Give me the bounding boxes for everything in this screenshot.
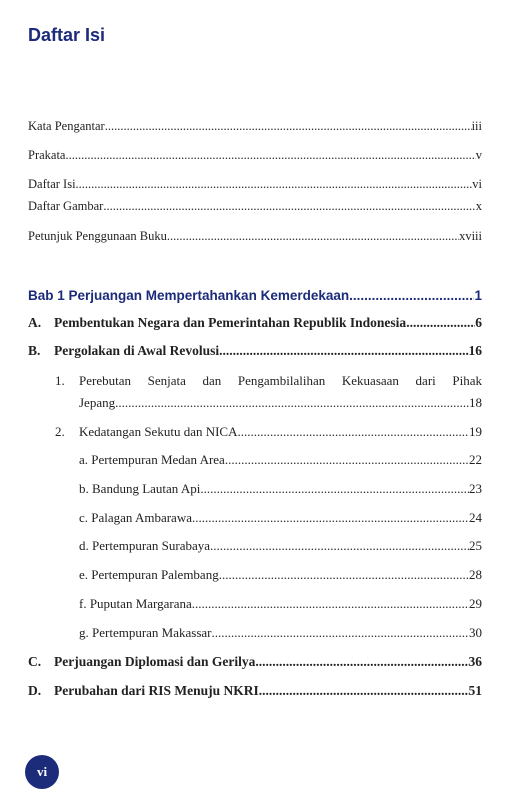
toc-entry-label: Daftar Isi — [28, 177, 76, 191]
toc-section-heading — [28, 343, 219, 359]
toc-section-label: Pergolakan di Awal Revolusi — [54, 343, 220, 358]
dot-leader — [238, 424, 470, 440]
toc-item-label: c. Palagan Ambarawa — [79, 510, 192, 525]
toc-entry-page: xviii — [459, 229, 482, 243]
toc-entry-daftar-gambar[interactable] — [28, 198, 482, 214]
toc-subsection-2[interactable] — [55, 424, 482, 440]
toc-item-d[interactable] — [79, 538, 482, 554]
toc-entry-label: Daftar Gambar — [28, 199, 104, 213]
dot-leader — [212, 625, 470, 641]
section-marker: C. — [28, 654, 42, 669]
toc-item-g[interactable] — [79, 625, 482, 641]
dot-leader — [406, 315, 475, 331]
toc-item-label: a. Pertempuran Medan Area — [79, 452, 225, 467]
toc-subsection-label: Kedatangan Sekutu dan NICA — [79, 424, 238, 439]
toc-entry-label: Petunjuk Penggunaan Buku — [28, 229, 167, 243]
toc-subsection-heading — [55, 424, 238, 440]
subsection-marker: 2. — [55, 424, 65, 439]
toc-item-page: 24 — [469, 510, 482, 525]
toc-subsection-line2 — [55, 392, 482, 414]
page-title: Daftar Isi — [28, 25, 106, 45]
toc-section-c[interactable] — [28, 654, 482, 670]
toc-chapter-page: 1 — [474, 288, 482, 303]
toc-section-page: 6 — [475, 315, 482, 330]
toc-entry-label: Prakata — [28, 148, 66, 162]
toc-entry-label: Kata Pengantar — [28, 119, 105, 133]
toc-item-page: 25 — [469, 538, 482, 553]
dot-leader — [200, 481, 469, 497]
toc-section-heading — [28, 654, 255, 670]
toc-section-b[interactable] — [28, 343, 482, 359]
toc-chapter-1[interactable] — [28, 288, 482, 304]
dot-leader — [105, 118, 472, 134]
toc-entry-page: iii — [471, 119, 482, 133]
toc-section-label: Perjuangan Diplomasi dan Gerilya — [54, 654, 256, 669]
dot-leader — [76, 176, 473, 192]
subsection-marker: 1. — [55, 373, 65, 388]
page-number-badge: vi — [25, 755, 59, 789]
toc-item-c[interactable] — [79, 510, 482, 526]
toc-entry-page: x — [475, 199, 482, 213]
toc-item-a[interactable] — [79, 452, 482, 468]
toc-item-page: 23 — [469, 481, 482, 496]
toc-subsection-label: Perebutan Senjata dan Pengambilalihan Kekuasaan dari Pihak — [79, 373, 482, 388]
dot-leader — [259, 683, 469, 699]
toc-section-label: Pembentukan Negara dan Pemerintahan Republik Indonesia — [54, 315, 407, 330]
dot-leader — [225, 452, 469, 468]
toc-item-b[interactable] — [79, 481, 482, 497]
toc-item-e[interactable] — [79, 567, 482, 583]
toc-section-heading — [28, 683, 259, 699]
toc-subsection-line1 — [55, 370, 482, 392]
toc-item-label: b. Bandung Lautan Api — [79, 481, 201, 496]
toc-entry-page: vi — [472, 177, 482, 191]
toc-entry-page: v — [475, 148, 482, 162]
toc-section-heading — [28, 315, 406, 331]
dot-leader — [255, 654, 468, 670]
toc-item-label: g. Pertempuran Makassar — [79, 625, 212, 640]
toc-entry-daftar-isi[interactable] — [28, 176, 482, 192]
toc-chapter-label: Bab 1 Perjuangan Mempertahankan Kemerdekaan — [28, 288, 350, 303]
toc-item-label: f. Puputan Margarana — [79, 596, 192, 611]
toc-subsection-label-cont: Jepang — [79, 395, 116, 410]
dot-leader — [115, 392, 469, 414]
toc-subsection-page: 19 — [469, 424, 482, 439]
toc-subsection-1[interactable] — [55, 370, 482, 414]
section-marker: D. — [28, 683, 42, 698]
toc-item-page: 29 — [469, 596, 482, 611]
toc-entry-kata-pengantar[interactable] — [28, 118, 482, 134]
toc-section-page: 16 — [468, 343, 482, 358]
toc-subsection-page: 18 — [469, 395, 482, 410]
dot-leader — [219, 567, 469, 583]
dot-leader — [65, 147, 475, 163]
dot-leader — [192, 510, 469, 526]
dot-leader — [103, 198, 475, 214]
toc-item-page: 28 — [469, 567, 482, 582]
dot-leader — [192, 596, 469, 612]
toc-entry-petunjuk[interactable] — [28, 228, 482, 244]
dot-leader — [219, 343, 468, 359]
toc-section-page: 51 — [468, 683, 482, 698]
dot-leader — [210, 538, 469, 554]
toc-item-label: e. Pertempuran Palembang — [79, 567, 219, 582]
section-marker: A. — [28, 315, 42, 330]
toc-entry-prakata[interactable] — [28, 147, 482, 163]
toc-item-f[interactable] — [79, 596, 482, 612]
toc-item-label: d. Pertempuran Surabaya — [79, 538, 211, 553]
toc-item-page: 30 — [469, 625, 482, 640]
dot-leader — [349, 288, 474, 304]
section-marker: B. — [28, 343, 41, 358]
toc-item-page: 22 — [469, 452, 482, 467]
dot-leader — [167, 228, 459, 244]
toc-section-page: 36 — [468, 654, 482, 669]
toc-section-d[interactable] — [28, 683, 482, 699]
toc-section-label: Perubahan dari RIS Menuju NKRI — [54, 683, 259, 698]
toc-section-a[interactable] — [28, 315, 482, 331]
